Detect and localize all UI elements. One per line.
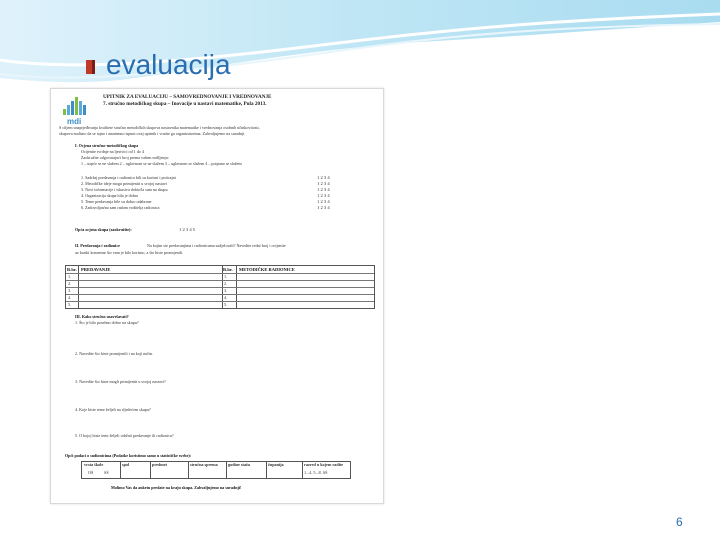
table-row: 1. 1.	[66, 273, 374, 280]
question-4: 4. Koje biste teme željeli na sljedećem skupu?	[75, 407, 151, 412]
logo-text: mdi	[67, 117, 82, 126]
section1-line-1: Ocijenite tvrdnje na ljestvici od 1 do 4	[81, 149, 144, 154]
footer-title: Opći podaci o sudionicima (Podatke koristimo samo u statističke svrhe):	[65, 453, 192, 458]
doc-title-line-1: UPITNIK ZA EVALUACIJU – SAMOVREDNOVANJE I VREDNOVANJE	[103, 94, 272, 100]
page-number: 6	[676, 515, 683, 529]
scale-row-3: 1 2 3 4	[317, 187, 330, 192]
intro-line-2: skupova molimo da se tajno i anonimno ispuni ovaj upitnik i vratite ga organizatorima. Zahvaljujemo na suradnji.	[59, 131, 246, 136]
section1-line-2: Zaokružite odgovarajući broj prema vašem mišljenju:	[81, 155, 169, 160]
section1-title: I. Ocjena stručno-metodičkog skupa	[75, 143, 139, 148]
question-2: 2. Navedite što biste promijenili i na koji način.	[75, 351, 153, 356]
scale-row-1: 1 2 3 4	[317, 175, 330, 180]
section2-line-2: uz kratki komentar što vam je bilo korisno, a što biste promijenili.	[75, 250, 184, 255]
section1-item-4: 4. Organizacija skupa bila je dobra	[81, 193, 138, 198]
section1-item-6: 6. Zadovoljan/na sam radom voditelja radionica	[81, 205, 160, 210]
demo-th-grade: razred u kojem radite	[304, 462, 344, 467]
overall-rating-label: Opća ocjena skupa (zaokružite):	[75, 227, 132, 232]
section1-item-2: 2. Metodičke ideje mogu primijeniti u svojoj nastavi	[81, 181, 167, 186]
demo-th-gender: spol	[122, 462, 130, 467]
demo-th-school: vrsta škole	[84, 462, 104, 467]
doc-title-line-2: 7. stručno metodičkog skupa – Inovacije u nastavi matematike, Pula 2013.	[103, 101, 267, 107]
demo-th-years: godine staža	[228, 462, 250, 467]
scale-row-5: 1 2 3 4	[317, 199, 330, 204]
question-5: 5. O kojoj biste temi željeli održati predavanje ili radionicu?	[75, 433, 174, 438]
mdi-logo	[59, 93, 99, 125]
section1-item-1: 1. Sadržaj predavanja i radionica bili su korisni i poticajni	[81, 175, 176, 180]
section3-title: III. Kako stručno usavršavati?	[75, 314, 129, 319]
questionnaire-document	[50, 88, 384, 504]
section2-title: II. Predavanja i radionice	[75, 243, 120, 248]
table-row: 2. 2.	[66, 280, 374, 287]
section1-item-5: 5. Teme predavanja bile su dobro odabrane	[81, 199, 152, 204]
demo-sub-os: OŠ	[88, 470, 94, 475]
overall-rating-scale: 1 2 3 4 5	[179, 227, 196, 232]
question-3: 3. Navedite što biste mogli primijeniti u svojoj nastavi?	[75, 379, 166, 384]
demo-th-subject: predmet	[152, 462, 168, 467]
th-rbr-2: R.br.	[223, 267, 233, 272]
th-workshops: METODIČKE RADIONICE	[239, 267, 295, 272]
demo-th-qualification: stručna sprema	[190, 462, 218, 467]
scale-row-6: 1 2 3 4	[317, 205, 330, 210]
section1-line-3: 1 – uopće se ne slažem 2 – uglavnom se ne slažem 3 – uglavnom se slažem 4 – potpuno se slažem	[81, 161, 242, 166]
th-lectures: PREDAVANJE	[81, 267, 111, 272]
footer-note: Molimo Vas da anketu predate na kraju skupa. Zahvaljujemo na suradnji!	[111, 485, 242, 490]
section2-line-1: Na kojim ste predavanjima i radionicama sudjelovali? Navedite redni broj i ocijenite	[147, 243, 286, 248]
table-row: 3. 3.	[66, 287, 374, 294]
demo-th-county: županija	[268, 462, 284, 467]
table-row: 4. 4.	[66, 294, 374, 301]
intro-line-1: S ciljem unaprjeđivanja kvalitete stručno metodičkih skupova nastavnika matematike i vrednovanja osobnih učinkovitosti,	[59, 125, 260, 130]
section1-item-3: 3. Novi informacije i iskustva dobio/la sam na skupu	[81, 187, 168, 192]
demo-sub-grades: 1.–4. 5.–8. SŠ	[304, 470, 328, 475]
demo-sub-ss: SŠ	[104, 470, 109, 475]
question-1: 1. Što je bilo posebno dobro na skupu?	[75, 320, 139, 325]
title-bullet	[86, 60, 95, 74]
slide-title: evaluacija	[106, 49, 231, 80]
table-row: 5. 5.	[66, 301, 374, 308]
th-rbr-1: R.br.	[67, 267, 77, 272]
lectures-table	[65, 265, 375, 309]
scale-row-4: 1 2 3 4	[317, 193, 330, 198]
scale-row-2: 1 2 3 4	[317, 181, 330, 186]
document-header	[59, 93, 375, 129]
demographics-table	[81, 461, 351, 479]
